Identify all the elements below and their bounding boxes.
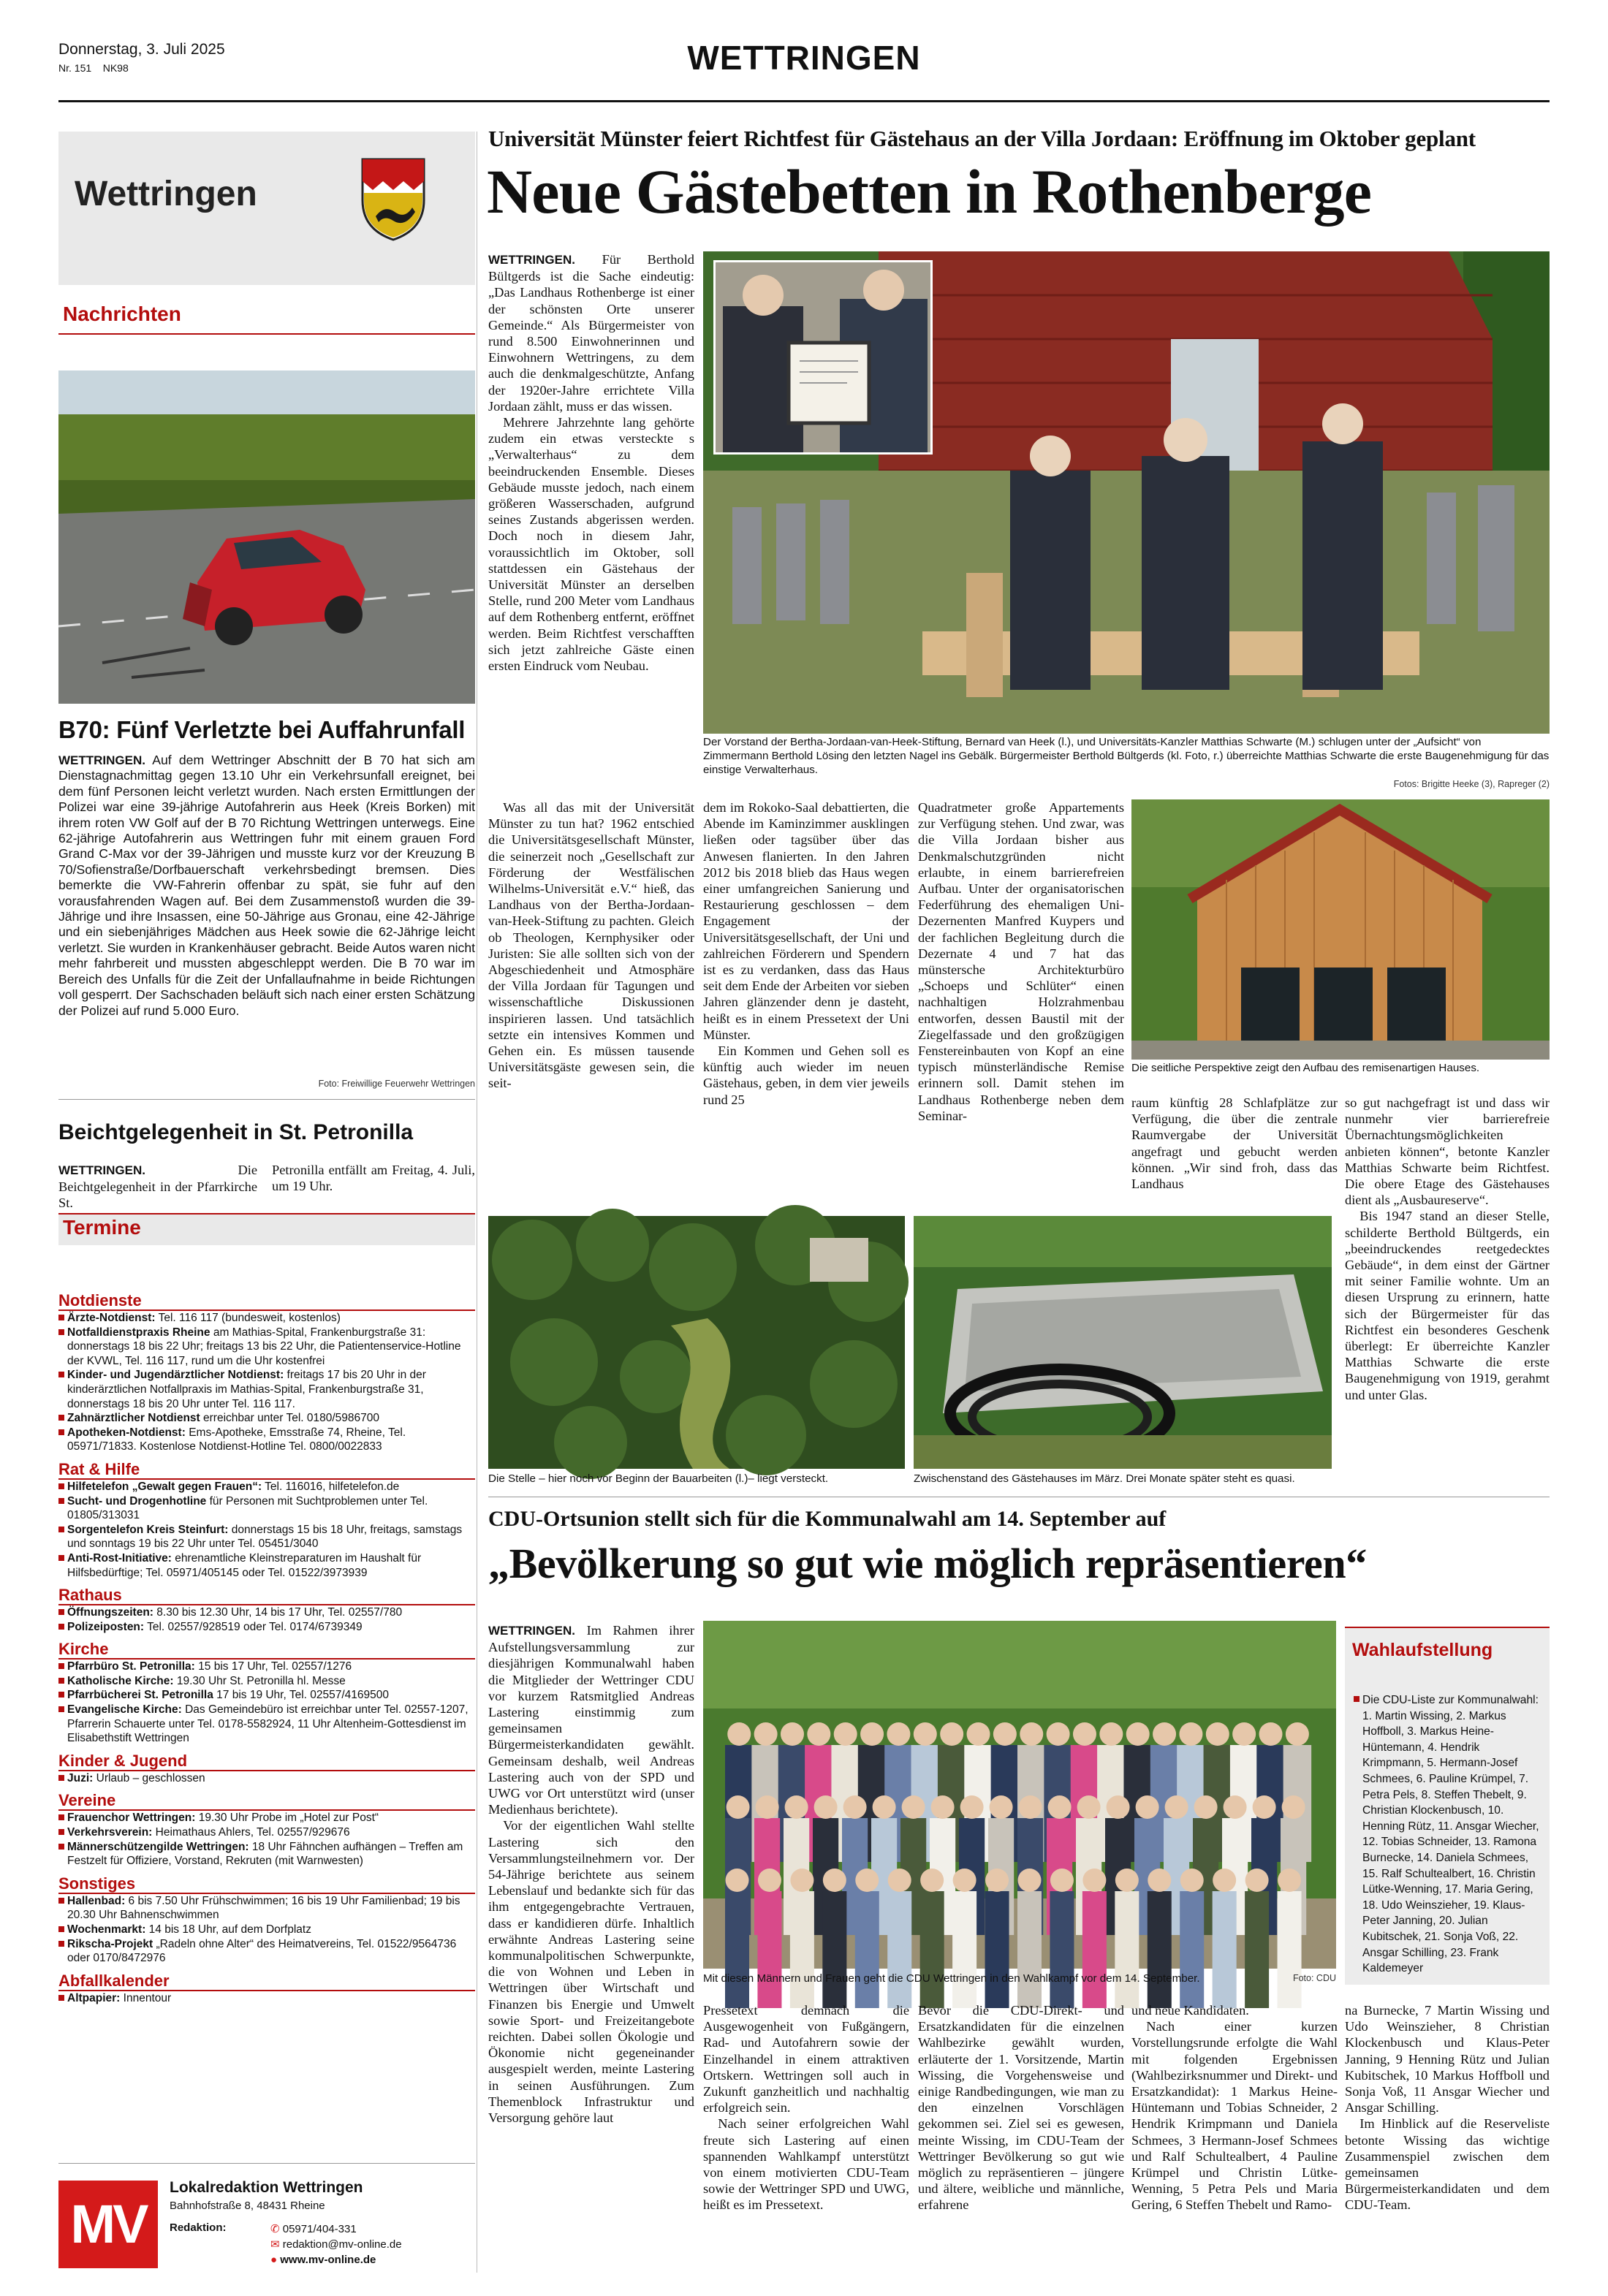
termine-item-name: Kinder- und Jugendärztlicher Notdienst:: [67, 1369, 284, 1382]
person-head: [726, 1869, 749, 1892]
paragraph-text: Nach einer kurzen Vorstellungsrunde erfolgte die Wahl mit folgenden Ergebnissen (Wahlbezirksnummer und Direkt- und Ersatzkandidat): 1 Markus Heine-Hüntemann und Tobias Schneider, 2 Hendrik Krimpmann und Daniela Schmees, 3 Hermann-Josef Schmees und Ralf Schultealbert, 4 Pauline Krümpel und Christin Lütke-Wenning, 5 Petra Pels und Maria Gering, 6 Steffen Thebelt und Ramo-: [1131, 2019, 1338, 2213]
person-head: [1206, 1722, 1229, 1746]
person-head: [785, 1795, 808, 1819]
paragraph-text: Im Hinblick auf die Reserveliste betonte Wissing das wichtige Zusammenspiel zwischen dem gemeinsamen Bürgermeisterkandidaten und dem CDU-Team.: [1345, 2116, 1550, 2213]
termine-label: Termine: [63, 1216, 141, 1239]
edition-code: NK98: [102, 62, 129, 74]
termine-item-text: Tel. 02557/928519 oder Tel. 0174/6739349: [144, 1620, 363, 1633]
beicht-dateline: WETTRINGEN.: [58, 1163, 145, 1177]
person-head: [967, 1722, 990, 1746]
termine-item: [58, 1480, 475, 1494]
person-figure: [887, 1891, 911, 2008]
paragraph-text: Für Berthold Bültgerds ist die Sache eindeutig: „Das Landhaus Rothenberge ist einer der schönsten Orte unserer Gemeinde.“ Als Bürgermeister von rund 8.500 Einwohnerinnen und Einwohnern Wettringens, zu dem auch die denkmalgeschützte, Anfang der 1920er-Jahre errichtete Villa Jordaan zählt, muss er das wissen.: [488, 252, 694, 414]
termine-item: [58, 1605, 475, 1620]
nachrichten-label: Nachrichten: [63, 303, 181, 325]
inset-photo-urkunde: [713, 260, 933, 455]
termine-item-name: Sucht- und Drogenhotline: [67, 1494, 207, 1508]
paragraph-text: so gut nachgefragt ist und dass wir nunmehr vier barrierefreie Übernachtungsmöglichkeiten anbieten können“, betonte Kanzler Matthias Schwarte beim Richtfest. Die obere Etage des Gästehauses dient als „Ausbaureserve“.: [1345, 1095, 1550, 1208]
termine-item-name: Anti-Rost-Initiative:: [67, 1551, 172, 1565]
termine-item-name: Polizeiposten:: [67, 1620, 145, 1633]
person-head: [1099, 1722, 1123, 1746]
nachrichten-rule: [58, 333, 475, 335]
termine-item-text: für Personen mit Suchtproblemen unter Tel. 01805/313031: [67, 1494, 428, 1522]
termine-item-name: Notfalldienstpraxis Rheine: [67, 1326, 211, 1339]
house-caption: Die seitliche Perspektive zeigt den Aufbau des remisenartigen Hauses.: [1131, 1062, 1480, 1074]
termine-item-text: „Radeln ohne Alter“ des Heimatvereins, Tel. 01522/9564736 oder 0170/8472976: [67, 1937, 457, 1965]
section-title: WETTRINGEN: [687, 39, 921, 77]
cdu-col4: [1131, 2002, 1338, 2273]
person-head: [993, 1722, 1017, 1746]
paragraph-text: Vor der eigentlichen Wahl stellte Lastering sich den Versammlungsteilnehmern vor. Der 54-Jährige berichtete aus seinem Lebenslauf und bedankte sich für das ihm entgegengebrachte Vertrauen, dass er kandidieren dürfe. Inhaltlich erwähnte Andreas Lastering seine kommunalpolitischen Schwerpunkte, die von Wohnen und Leben in Wettringen über Wirtschaft und Finanzen bis Energie und Umwelt sowie Sport- und Freizeitangebote reichten. Dabei sollen Ökologie und Ökonomie nicht gegeneinander ausgespielt werden, meinte Lastering in seinen Ausführungen. Zum Themenblock Infrastruktur und Versorgung gehöre laut: [488, 1818, 694, 2126]
termine-item-text: donnerstags 15 bis 18 Uhr, freitags, samstags und sonntags 19 bis 22 Uhr unter Tel. 05451/3040: [67, 1523, 463, 1551]
person-head: [1213, 1869, 1236, 1892]
termine-item: [58, 1840, 475, 1869]
main-headline: Neue Gästebetten in Rothenberge: [487, 156, 1372, 227]
person-head: [855, 1869, 879, 1892]
person-head: [781, 1722, 804, 1746]
article-paragraph: [1131, 2002, 1338, 2018]
termine-item-text: 17 bis 19 Uhr, Tel. 02557/4169500: [213, 1689, 389, 1702]
masthead-rule: [58, 100, 1550, 102]
article-paragraph: [703, 2116, 909, 2213]
person-head: [902, 1795, 925, 1819]
paragraph-text: Bis 1947 stand an dieser Stelle, schilderte Berthold Bültgerds, ein „beeindruckendes reetgedecktes Gebäude“, in dem einst der Gärtner mit seiner Familie wohnte. Um an diesen Ursprung zu erinnern, hatte sich der Bürgermeister für das Richtfest ein besonderes Geschenk überlegt: Er überreichte Kanzler Matthias Schwarte die erste Baugenehmigung von 1919, gerahmt und unter Glas.: [1345, 1209, 1550, 1402]
termine-item-name: Frauenchor Wettringen:: [67, 1812, 196, 1825]
issue-number: Nr. 151: [58, 62, 92, 74]
beicht-col2: Petronilla entfällt am Freitag, 4. Juli, um 19 Uhr.: [272, 1163, 475, 1194]
person-head: [1286, 1722, 1309, 1746]
main-col5: [1345, 1095, 1550, 1454]
article-paragraph: [1131, 1095, 1338, 1192]
termine-item-text: ehrenamtliche Kleinstreparaturen im Haushalt für Hilfsbedürftige; Tel. 05971/405145 oder Tel. 01522/3973939: [67, 1551, 422, 1579]
person-head: [1179, 1722, 1202, 1746]
paragraph-text: raum künftig 28 Schlafplätze zur Verfügung, die über die zentrale Raumvergabe der Universität angefragt und gebucht werden können. „Wir sind froh, dass das Landhaus: [1131, 1095, 1338, 1192]
termine-item-text: Tel. 116016, hilfetelefon.de: [262, 1480, 400, 1493]
termine-section-title: Vereine: [58, 1791, 116, 1810]
person-head: [823, 1869, 846, 1892]
person-head: [1194, 1795, 1218, 1819]
person-head: [1107, 1795, 1130, 1819]
beicht-headline: Beichtgelegenheit in St. Petronilla: [58, 1120, 414, 1144]
article-paragraph: [703, 799, 909, 1043]
person-head: [1126, 1722, 1150, 1746]
person-figure: [1213, 1891, 1237, 2008]
redaktion-label: Redaktion:: [170, 2221, 227, 2234]
local-name: Wettringen: [75, 175, 257, 213]
person-head: [727, 1722, 751, 1746]
termine-item: [58, 1991, 475, 2006]
person-head: [920, 1869, 944, 1892]
person-head: [1019, 1795, 1042, 1819]
person-head: [1082, 1869, 1106, 1892]
termine-item-text: 6 bis 7.50 Uhr Frühschwimmen; 16 bis 19 Uhr Familienbad; 19 bis 20.30 Uhr Bahnenschwimmen: [67, 1894, 460, 1922]
b70-headline: B70: Fünf Verletzte bei Auffahrunfall: [58, 716, 466, 743]
person-head: [1018, 1869, 1042, 1892]
mail-icon: ✉: [270, 2238, 280, 2251]
b70-text: Auf dem Wettringer Abschnitt der B 70 hat sich am Dienstagnachmittag gegen 13.10 Uhr ein Verkehrsunfall ereignet, bei dem fünf Personen leicht verletzt wurden. Nach ersten Ermittlungen der Polizei war eine 39-jährige Autofahrerin aus Heek (Kreis Borken) mit ihrem roten VW Golf auf der B 70 Richtung Wettringen unterwegs. Eine 62-jährige Autofahrerin aus Wettringen fuhr mit einem grauen Ford Grand C-Max vor der 39-Jährigen und musste kurz vor der Kreuzung B 70/Sofienstraße/Dorfbauerschaft verkehrsbedingt bremsen. Dies bemerkte die VW-Fahrerin offenbar zu spät, sie fuhr auf den vorausfahrenden Wagen auf. Bei dem Zusammenstoß wurden die 39-Jährige und ihre Insassen, eine 50-Jährige aus Gronau, eine 42-Jährige und ein siebenjähriges Mädchen aus Heek sowie die 62-Jährige leicht verletzt. Sie wurden in Krankenhäuser gebracht. Beide Autos waren nicht mehr fahrbereit und mussten abgeschleppt werden. Die B 70 war im Bereich des Unfalls für die Zeit der Unfallaufnahme in beide Richtungen voll gesperrt. Der Sachschaden beläuft sich nach einer ersten Schätzung der Polizei auf rund 5.000 Euro.: [58, 753, 475, 1018]
person-head: [843, 1795, 867, 1819]
termine-item: [58, 1551, 475, 1580]
person-head: [1073, 1722, 1096, 1746]
termine-item-name: Öffnungszeiten:: [67, 1606, 153, 1619]
globe-icon: ●: [270, 2254, 278, 2266]
termine-item: [58, 1326, 475, 1369]
person-head: [756, 1795, 779, 1819]
aerial-caption: Die Stelle – hier noch vor Beginn der Bauarbeiten (l.)– liegt versteckt.: [488, 1472, 829, 1485]
beicht-col1: [58, 1162, 257, 1211]
person-figure: [1180, 1891, 1204, 2008]
termine-item: [58, 1894, 475, 1923]
person-head: [1278, 1869, 1301, 1892]
termine-item-name: Männerschützengilde Wettringen:: [67, 1840, 249, 1853]
paragraph-text: Quadratmeter große Appartements zur Verfügung stehen. Und zwar, was die Villa Jordaan bisher aus Denkmalschutzgründen nicht erlaubte, in einem barrierefreien Aufbau. Unter der organisatorischen Federführung des ehemaligen Uni-Dezernenten Manfred Kuypers und der fachlichen Begleitung durch die Dezernate 4 und 7 hat das münstersche Architekturbüro „Schoeps und Schlüter“ einen nachhaltigen Holzrahmenbau entworfen, dessen Baustil mit der Ziegelfassade und den großzügigen Fenstereinbauten von Kopf an eine typisch münsterländische Remise erinnern soll. Damit stehen im Landhaus Rothenberge neben dem Seminar-: [918, 800, 1124, 1123]
article-paragraph: [1345, 1208, 1550, 1402]
main-credit: Fotos: Brigitte Heeke (3), Rapreger (2): [1393, 779, 1550, 789]
person-head: [985, 1869, 1009, 1892]
termine-item-text: 19.30 Uhr Probe im „Hotel zur Post“: [195, 1812, 379, 1825]
termine-item-name: Ärzte-Notdienst:: [67, 1312, 156, 1324]
article-paragraph: [1345, 2116, 1550, 2213]
person-head: [990, 1795, 1013, 1819]
main-col4: [1131, 1095, 1338, 1204]
person-figure: [1050, 1891, 1074, 2008]
person-figure: [855, 1891, 879, 2008]
person-head: [1253, 1795, 1276, 1819]
paragraph-text: na Burnecke, 7 Martin Wissing und Udo Weinszieher, 8 Christian Klockenbusch und Klaus-Peter Janning, 9 Henning Rütz und Julian Kubitschek, 10 Markus Hoffboll und Sonja Voß, 11 Ansgar Wiecher und Ansgar Schilling.: [1345, 2003, 1550, 2116]
mv-logo: MV: [58, 2181, 158, 2268]
redaktion-address: Bahnhofstraße 8, 48431 Rheine: [170, 2200, 325, 2212]
termine-item-text: 18 Uhr Fähnchen aufhängen – Treffen am Festzelt für Offiziere, Vorstand, Rekruten (mit Warnwesten): [67, 1840, 463, 1868]
cdu-col5: [1345, 2002, 1550, 2273]
person-figure: [985, 1891, 1009, 2008]
paragraph-text: Im Rahmen ihrer Aufstellungsversammlung zur diesjährigen Kommunalwahl haben die Mitglieder der Wettringer CDU vor kurzem Ratsmitglied Andreas Lastering einstimmig zum gemeinsamen Bürgermeisterkandidaten gewählt. Gemeinsam deshalb, weil Andreas Lastering auch von der SPD und UWG vor Ort unterstützt wird (unser Medienhaus berichtete).: [488, 1623, 694, 1817]
termine-item: [58, 1523, 475, 1551]
person-head: [1153, 1722, 1176, 1746]
termine-item-name: Katholische Kirche:: [67, 1674, 174, 1687]
person-head: [953, 1869, 976, 1892]
masthead-date: Donnerstag, 3. Juli 2025: [58, 41, 225, 58]
person-figure: [790, 1891, 814, 2008]
termine-item-name: Apotheken-Notdienst:: [67, 1426, 186, 1439]
termine-item: [58, 1771, 475, 1786]
article-paragraph: [1345, 2002, 1550, 2116]
person-head: [1048, 1795, 1072, 1819]
termine-item-text: 8.30 bis 12.30 Uhr, 14 bis 17 Uhr, Tel. 02557/780: [153, 1606, 403, 1619]
termine-item-text: Heimathaus Ahlers, Tel. 02557/929676: [152, 1826, 350, 1839]
termine-item: [58, 1674, 475, 1689]
person-figure: [952, 1891, 976, 2008]
person-head: [888, 1869, 911, 1892]
coat-of-arms-icon: [360, 156, 427, 243]
article-paragraph: [1345, 1095, 1550, 1208]
phone-icon: ✆: [270, 2223, 280, 2235]
termine-item: [58, 1937, 475, 1966]
wahl-list-text: Die CDU-Liste zur Kommunalwahl: 1. Martin Wissing, 2. Markus Hoffboll, 3. Markus Heine-Hüntemann, 4. Hendrik Krimpmann, 5. Hermann-Josef Schmees, 6. Pauline Krümpel, 7. Petra Pels, 8. Steffen Thebelt, 9. Christian Klockenbusch, 10. Henning Rütz, 11. Ansgar Wiecher, 12. Tobias Schneider, 13. Ramona Burnecke, 14. Daniela Schmees, 15. Ralf Schultealbert, 16. Christin Lütke-Wenning, 17. Maria Gering, 18. Udo Weinszieher, 19. Klaus-Peter Janning, 20. Julian Kubitschek, 21. Sonja Voß, 22. Ansgar Schilling, 23. Frank Kaldemeyer: [1354, 1692, 1539, 1977]
termine-item-name: Zahnärztlicher Notdienst: [67, 1412, 200, 1425]
house-photo: [1131, 799, 1550, 1060]
cdu-col3: [918, 2002, 1124, 2273]
cdu-headline: „Bevölkerung so gut wie möglich repräsentieren“: [488, 1540, 1367, 1587]
person-head: [887, 1722, 910, 1746]
redaktion-email[interactable]: redaktion@mv-online.de: [282, 2238, 402, 2251]
termine-section-title: Rathaus: [58, 1586, 122, 1605]
termine-item-name: Evangelische Kirche:: [67, 1703, 182, 1717]
b70-rule: [58, 1099, 475, 1100]
paragraph-text: dem im Rokoko-Saal debattierten, die Abende im Kaminzimmer ausklingen ließen oder tagsüber über das Anwesen flanierten. In den Jahren 2012 bis 2018 blieb das Haus wegen einer umfangreichen Sanierung und Restaurierung geschlossen – dem Engagement der Universitätsgesellschaft, der Uni und zahlreichen Förderern und Spendern ist es zu verdanken, dass das Haus seit dem Ende der Arbeiten vor sieben Jahren glänzender denn je dasteht, heißt es in einem Pressetext der Uni Münster.: [703, 800, 909, 1042]
article-paragraph: [488, 414, 694, 674]
termine-section-title: Kirche: [58, 1640, 109, 1659]
cdu-caption: Mit diesen Männern und Frauen geht die CDU Wettringen in den Wahlkampf vor dem 14. September.: [703, 1972, 1200, 1985]
aerial-photo: [488, 1216, 905, 1469]
termine-item-text: 14 bis 18 Uhr, auf dem Dorfplatz: [145, 1923, 311, 1936]
termine-item-name: Hilfetelefon „Gewalt gegen Frauen“:: [67, 1480, 262, 1493]
article-paragraph: [918, 799, 1124, 1124]
article-paragraph: [488, 1622, 694, 1817]
article-paragraph: [703, 1043, 909, 1108]
paragraph-text: Pressetext demnach die Ausgewogenheit von Fußgängern, Rad- und Autofahrern sowie der Einzelhandel in einem attraktiven Ortskern. Wettringen soll auch in Zukunft ganzheitlich und nachhaltig erfolgreich sein.: [703, 2003, 909, 2116]
b70-dateline: WETTRINGEN.: [58, 753, 145, 767]
person-head: [1259, 1722, 1283, 1746]
termine-item: [58, 1688, 475, 1703]
person-head: [1282, 1795, 1305, 1819]
article-paragraph: [1131, 2018, 1338, 2213]
foundation-caption: Zwischenstand des Gästehauses im März. Drei Monate später steht es quasi.: [914, 1472, 1295, 1485]
person-head: [940, 1722, 963, 1746]
person-head: [1165, 1795, 1188, 1819]
person-head: [754, 1722, 778, 1746]
termine-item: [58, 1620, 475, 1635]
person-head: [931, 1795, 955, 1819]
b70-credit: Foto: Freiwillige Feuerwehr Wettringen: [318, 1079, 475, 1089]
paragraph-text: Bevor die CDU-Direkt- und Ersatzkandidaten für die einzelnen Wahlbezirke gewählt wurden, erläuterte der 1. Vorsitzende, Martin Wissing, die Vorgehensweise und einige Randbedingungen, wie man zu den einzelnen Vorschlägen gekommen sei. Ziel sei es gewesen, meinte Wissing, im CDU-Team der Wettringer Bevölkerung so gut wie möglich zu repräsentieren – jüngere und ältere, weibliche und männliche, erfahrene: [918, 2003, 1124, 2213]
paragraph-text: und neue Kandidaten.: [1131, 2003, 1249, 2018]
person-head: [1136, 1795, 1159, 1819]
termine-item-text: Urlaub – geschlossen: [93, 1771, 205, 1784]
article-paragraph: [488, 799, 694, 1092]
termine-item-text: Tel. 116 117 (bundesweit, kostenlos): [155, 1312, 341, 1324]
article-paragraph: [703, 2002, 909, 2116]
masthead-issue: [58, 62, 129, 74]
main-col3: [918, 799, 1124, 1204]
main-kicker: Universität Münster feiert Richtfest für Gästehaus an der Villa Jordaan: Eröffnung im Oktober geplant: [488, 126, 1476, 151]
termine-item-text: freitags 17 bis 20 Uhr in der kinderärztlichen Notfallpraxis im Mathias-Spital, Frankenburgstraße 31, donnerstags 18 bis 20 Uhr unter Tel. 116 117.: [67, 1369, 426, 1410]
person-head: [1180, 1869, 1204, 1892]
termine-item: [58, 1411, 475, 1426]
termine-item-text: Das Gemeindebüro ist erreichbar unter Tel. 02557-1207, Pfarrerin Schauerte unter Tel. 0178-5582924, 11 Uhr Altenheim-Gottesdienst im Elisabethstift Wettringen: [67, 1703, 469, 1745]
termine-section-title: Abfallkalender: [58, 1971, 170, 1990]
termine-item-name: Pfarrbüro St. Petronilla:: [67, 1660, 195, 1673]
person-head: [1077, 1795, 1101, 1819]
cdu-group-photo: [703, 1621, 1336, 1969]
termine-item: [58, 1660, 475, 1674]
termine-item-text: Ems-Apotheke, Emsstraße 74, Rheine, Tel. 05971/71833. Kostenlose Notdienst-Hotline Tel. 0800/0022833: [67, 1426, 406, 1453]
person-figure: [822, 1891, 846, 2008]
cdu-col2: [703, 2002, 909, 2273]
termine-section-title: Kinder & Jugend: [58, 1751, 188, 1770]
termine-item-text: 19.30 Uhr St. Petronilla hl. Messe: [173, 1674, 346, 1687]
main-caption: Der Vorstand der Bertha-Jordaan-van-Heek-Stiftung, Bernard van Heek (l.), und Universitäts-Kanzler Matthias Schwarte (M.) schlugen unter der „Aufsicht“ von Zimmermann Berthold Lösing den letzten Nagel ins Gebälk. Bürgermeister Berthold Bültgerds (kl. Foto, r.) überreichte Matthias Schwarte die erste Baugenehmigung für das einstige Verwalterhaus.: [703, 736, 1550, 776]
person-head: [834, 1722, 857, 1746]
termine-item: [58, 1426, 475, 1454]
person-figure: [1115, 1891, 1139, 2008]
redaktion-rule: [58, 2163, 475, 2164]
termine-item: [58, 1703, 475, 1746]
main-col2: [703, 799, 909, 1204]
person-figure: [1148, 1891, 1172, 2008]
termine-item-name: Hallenbad:: [67, 1894, 126, 1907]
redaktion-phone: 05971/404-331: [282, 2223, 357, 2235]
person-head: [807, 1722, 830, 1746]
termine-item-text: am Mathias-Spital, Frankenburgstraße 31: donnerstags 18 bis 22 Uhr; freitags 13 bis 22 Uhr, die Patientenservice-Hotline der KVWL, Tel. 116 117, rund um die Uhr kostenfrei: [67, 1326, 461, 1367]
dateline: WETTRINGEN.: [488, 253, 602, 267]
article-paragraph: [488, 251, 694, 414]
person-figure: [1245, 1891, 1269, 2008]
termine-item: [58, 1923, 475, 1937]
termine-item: [58, 1494, 475, 1523]
person-head: [1232, 1722, 1256, 1746]
beicht-text-1: Die Beichtgelegenheit in der Pfarrkirche St.: [58, 1163, 257, 1211]
person-head: [873, 1795, 896, 1819]
wahl-box-rule: [1345, 1627, 1550, 1628]
termine-item-name: Sorgentelefon Kreis Steinfurt:: [67, 1523, 229, 1536]
termine-item-name: Juzi:: [67, 1771, 94, 1784]
cdu-col1: [488, 1622, 694, 2273]
termine-item: [58, 1368, 475, 1411]
termine-section-title: Notdienste: [58, 1291, 142, 1309]
person-head: [814, 1795, 838, 1819]
person-head: [790, 1869, 814, 1892]
termine-item: [58, 1311, 475, 1326]
paragraph-text: Mehrere Jahrzehnte lang gehörte zudem ein etwas versteckte s „Verwalterhaus“ zu dem beeindruckenden Ensemble. Dieses Gebäude musste jedoch, nach einem größeren Wasserschaden, aufgrund seines Zustands abgerissen werden. Doch noch in diesem Jahr, voraussichtlich im Oktober, soll stattdessen ein Gästehaus der Universität Münster an derselben Stelle, rund 200 Meter vom Landhaus auf dem Rothenberg entfernt, eröffnet werden. Beim Richtfest verschafften sich jetzt zahlreiche Gäste einen ersten Eindruck vom Neubau.: [488, 415, 694, 674]
wahl-title: Wahlaufstellung: [1352, 1640, 1493, 1660]
person-figure: [725, 1891, 749, 2008]
person-head: [1115, 1869, 1139, 1892]
person-head: [1245, 1869, 1269, 1892]
termine-item: [58, 1811, 475, 1825]
article-paragraph: [488, 1817, 694, 2126]
dateline: WETTRINGEN.: [488, 1624, 587, 1638]
paragraph-text: Ein Kommen und Gehen soll es künftig auch wieder im neuen Gästehaus, geben, in dem vier jeweils rund 25: [703, 1044, 909, 1107]
cdu-credit: Foto: CDU: [1292, 1973, 1336, 1983]
termine-list: [58, 1292, 475, 2154]
person-head: [914, 1722, 937, 1746]
termine-item-name: Wochenmarkt:: [67, 1923, 146, 1936]
person-figure: [1017, 1891, 1042, 2008]
person-figure: [757, 1891, 781, 2008]
main-col1-top: [488, 251, 694, 799]
termine-item-text: 15 bis 17 Uhr, Tel. 02557/1276: [194, 1660, 352, 1673]
termine-item: [58, 1825, 475, 1840]
b70-article: [58, 753, 475, 1068]
person-head: [860, 1722, 884, 1746]
person-figure: [1278, 1891, 1302, 2008]
main-col1-bottom: [488, 799, 694, 1204]
person-head: [1148, 1869, 1171, 1892]
redaktion-name: Lokalredaktion Wettringen: [170, 2179, 363, 2196]
person-head: [960, 1795, 984, 1819]
termine-item-name: Altpapier:: [67, 1991, 121, 2004]
person-head: [727, 1795, 750, 1819]
person-head: [1224, 1795, 1247, 1819]
paragraph-text: Nach seiner erfolgreichen Wahl freute sich Lastering auf einen spannenden Wahlkampf unterstützt von einem motivierten CDU-Team sowie der Wettringer SPD und UWG, heißt es im Pressetext.: [703, 2116, 909, 2213]
termine-item-name: Pfarrbücherei St. Petronilla: [67, 1689, 213, 1702]
person-head: [1047, 1722, 1070, 1746]
termine-item-text: Innentour: [120, 1991, 172, 2004]
person-figure: [920, 1891, 944, 2008]
wahl-list: [1354, 1692, 1539, 1977]
termine-section-title: Rat & Hilfe: [58, 1459, 140, 1478]
termine-item-text: erreichbar unter Tel. 0180/5986700: [200, 1412, 380, 1425]
termine-item-name: Rikscha-Projekt: [67, 1937, 153, 1950]
redaktion-contacts: [270, 2221, 402, 2268]
person-figure: [1082, 1891, 1107, 2008]
paragraph-text: Was all das mit der Universität Münster zu tun hat? 1962 entschied die Universitätsgesellschaft Münster, die seinerzeit noch „Gesellschaft zur Förderung der Westfälischen Wilhelms-Universität e.V.“ hieß, das Landhaus von der Bertha-Jordaan-van-Heek-Stiftung zu pachten. Gleich ob Theologen, Kernphysiker oder Juristen: Sie alle sollten sich von der Abgeschiedenheit und Atmosphäre der Villa Jordaan für Tagungen und wissenschaftliche Diskussionen inspirieren lassen. Und tatsächlich setzte ein intensives Kommen und Gehen ein. Es müssen tausende Universitätsgäste gewesen sein, die seit-: [488, 800, 694, 1091]
redaktion-web[interactable]: www.mv-online.de: [280, 2254, 376, 2266]
termine-item-name: Verkehrsverein:: [67, 1826, 153, 1839]
person-head: [1050, 1869, 1074, 1892]
accident-photo: [58, 370, 475, 704]
person-head: [758, 1869, 781, 1892]
article-paragraph: [918, 2002, 1124, 2213]
termine-section-title: Sonstiges: [58, 1874, 136, 1893]
cdu-kicker: CDU-Ortsunion stellt sich für die Kommunalwahl am 14. September auf: [488, 1507, 1167, 1531]
foundation-photo: [914, 1216, 1332, 1469]
person-head: [1020, 1722, 1043, 1746]
